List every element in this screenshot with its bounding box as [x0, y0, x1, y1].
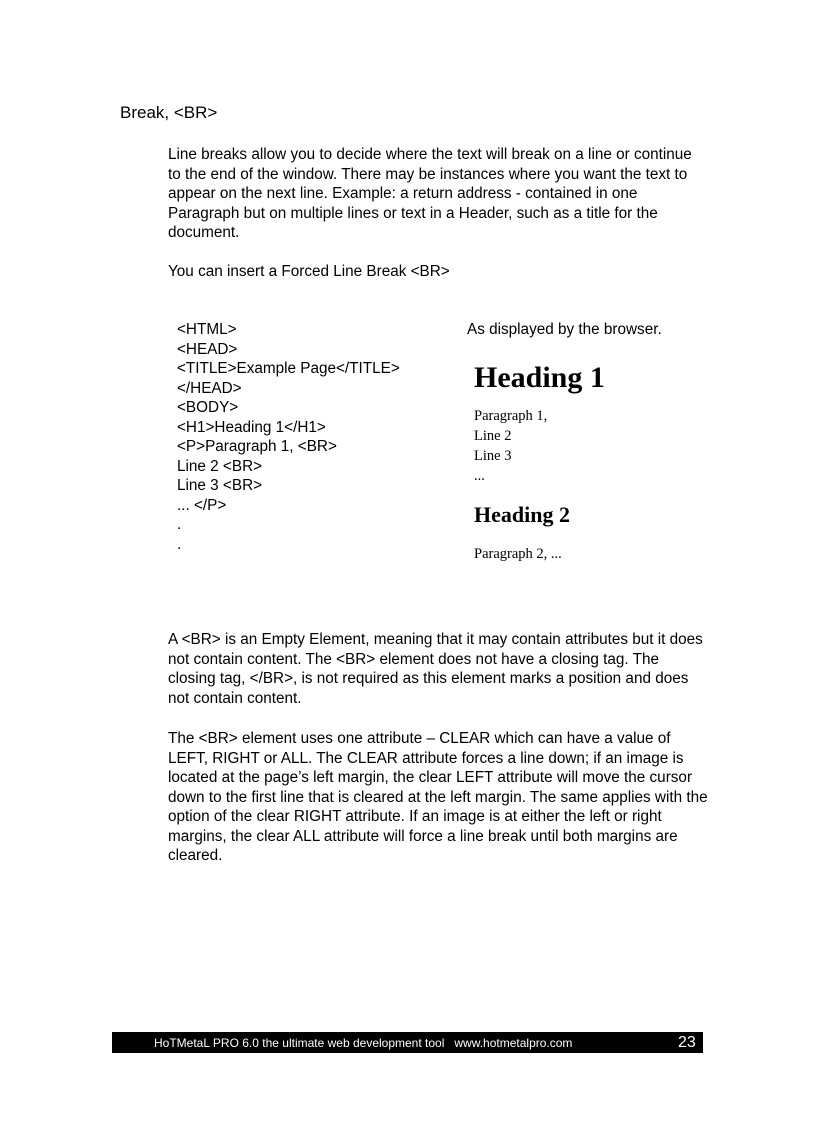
insert-paragraph: You can insert a Forced Line Break <BR> — [168, 263, 450, 280]
sample-line: Line 2 — [474, 428, 512, 444]
code-line: <TITLE>Example Page</TITLE> — [177, 360, 400, 377]
sample-line: ... — [474, 468, 485, 484]
page-number: 23 — [678, 1034, 696, 1051]
code-line: <HEAD> — [177, 340, 238, 358]
code-line: . — [177, 516, 182, 533]
footer-text: HoTMetaL PRO 6.0 the ultimate web development tool www.hotmetalpro.com — [154, 1036, 573, 1050]
clear-attribute-paragraph: The <BR> element uses one attribute – CLEAR which can have a value of LEFT, RIGHT or ALL. The CLEAR attribute forces a line down; if an image is located at the page’s left margin, the clear LEFT attribute will move the cursor down to the first line that is cleared at the left margin. The same applies with the option of the clear RIGHT attribute. If an image is at either the left or right margins, the clear ALL attribute will force a line break until both margins are cleared. — [168, 730, 708, 864]
sample-heading-2: Heading 2 — [474, 502, 570, 527]
code-example — [177, 320, 400, 554]
browser-rendering-sample — [474, 356, 605, 564]
code-line: <HTML> — [177, 321, 237, 338]
code-line: </HEAD> — [177, 379, 242, 397]
sample-line: Paragraph 1, — [474, 408, 548, 424]
sample-paragraph-2: Paragraph 2, ... — [474, 546, 562, 562]
page-footer — [112, 1032, 703, 1053]
sample-heading-1: Heading 1 — [474, 361, 605, 394]
empty-element-paragraph: A <BR> is an Empty Element, meaning that it may contain attributes but it does not contain content. The <BR> element does not have a closing tag. The closing tag, </BR>, is not required as this element marks a position and does not contain content. — [168, 631, 703, 707]
intro-paragraph: Line breaks allow you to decide where the text will break on a line or continue to the end of the window. There may be instances where you want the text to appear on the next line. Example: a return address - contained in one Paragraph but on multiple lines or text in a Header, such as a title for the document. — [168, 146, 692, 241]
section-title: Break, <BR> — [120, 103, 218, 122]
browser-label: As displayed by the browser. — [467, 321, 662, 338]
code-line: <BODY> — [177, 399, 239, 416]
code-line: . — [177, 535, 182, 553]
code-line: <H1>Heading 1</H1> — [177, 418, 326, 436]
code-line: Line 2 <BR> — [177, 457, 263, 475]
sample-paragraph-1 — [474, 406, 605, 486]
code-line: ... </P> — [177, 496, 227, 514]
code-line: <P>Paragraph 1, <BR> — [177, 438, 337, 455]
code-line: Line 3 <BR> — [177, 477, 263, 494]
sample-line: Line 3 — [474, 448, 512, 464]
